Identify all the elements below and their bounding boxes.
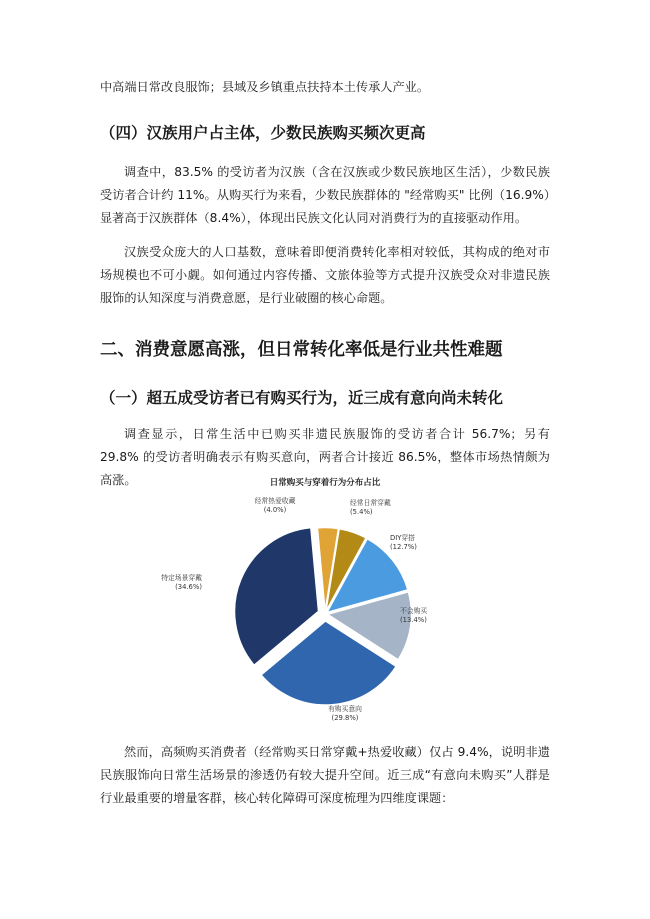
slice-label: 特定场景穿戴 <box>161 574 202 582</box>
chart-title: 日常购买与穿着行为分布占比 <box>269 478 381 488</box>
slice-value-label: (34.6%) <box>175 583 202 591</box>
slice-label: 经常热爱收藏 <box>254 497 296 505</box>
slice-value-label: (5.4%) <box>350 508 373 516</box>
section-heading-4: （四）汉族用户占主体，少数民族购买频次更高 <box>100 124 426 142</box>
slice-value-label: (12.7%) <box>390 543 417 551</box>
slice-value-label: (4.0%) <box>263 506 287 514</box>
paragraph-continued: 中高端日常改良服饰；县域及乡镇重点扶持本土传承人产业。 <box>100 80 430 94</box>
slice-value-label: (29.8%) <box>331 714 359 722</box>
paragraph-survey-results: 调查显示，日常生活中已购买非遗民族服饰的受访者合计 56.7%；另有 29.8% 的受访者明确表示有购买意向，两者合计接近 86.5%，整体市场热情颇为高涨。 <box>100 427 550 487</box>
chapter-heading-2: 二、消费意愿高涨，但日常转化率低是行业共性难题 <box>100 340 503 360</box>
section-heading-1: （一）超五成受访者已有购买行为，近三成有意向尚未转化 <box>100 389 504 407</box>
slice-label: 有购买意向 <box>328 705 362 713</box>
paragraph-conversion-gap: 然而，高频购买消费者（经常购买日常穿戴+热爱收藏）仅占 9.4%，说明非遗民族服饰向日常生活场景的渗透仍有较大提升空间。近三成“有意向未购买”人群是行业最重要的增量客群，核心转化障碍可深度梳理为四维度课题： <box>100 745 550 805</box>
paragraph-ethnic-stats: 调查中，83.5% 的受访者为汉族（含在汉族或少数民族地区生活），少数民族受访者合计约 11%。从购买行为来看，少数民族群体的 "经常购买" 比例（16.9%）显著高于汉族群体（8.4%），体现出民族文化认同对消费行为的直接驱动作用。 <box>100 165 550 225</box>
slice-label: 经常日常穿戴 <box>350 499 391 507</box>
pie-chart <box>150 470 500 732</box>
paragraph-han-market: 汉族受众庞大的人口基数，意味着即便消费转化率相对较低，其构成的绝对市场规模也不可小觑。如何通过内容传播、文旅体验等方式提升汉族受众对非遗民族服饰的认知深度与消费意愿，是行业破圈的核心命题。 <box>100 245 550 305</box>
slice-label: 不会购买 <box>400 607 428 615</box>
slice-label: DIY穿搭 <box>390 534 415 542</box>
slice-value-label: (13.4%) <box>400 616 427 624</box>
